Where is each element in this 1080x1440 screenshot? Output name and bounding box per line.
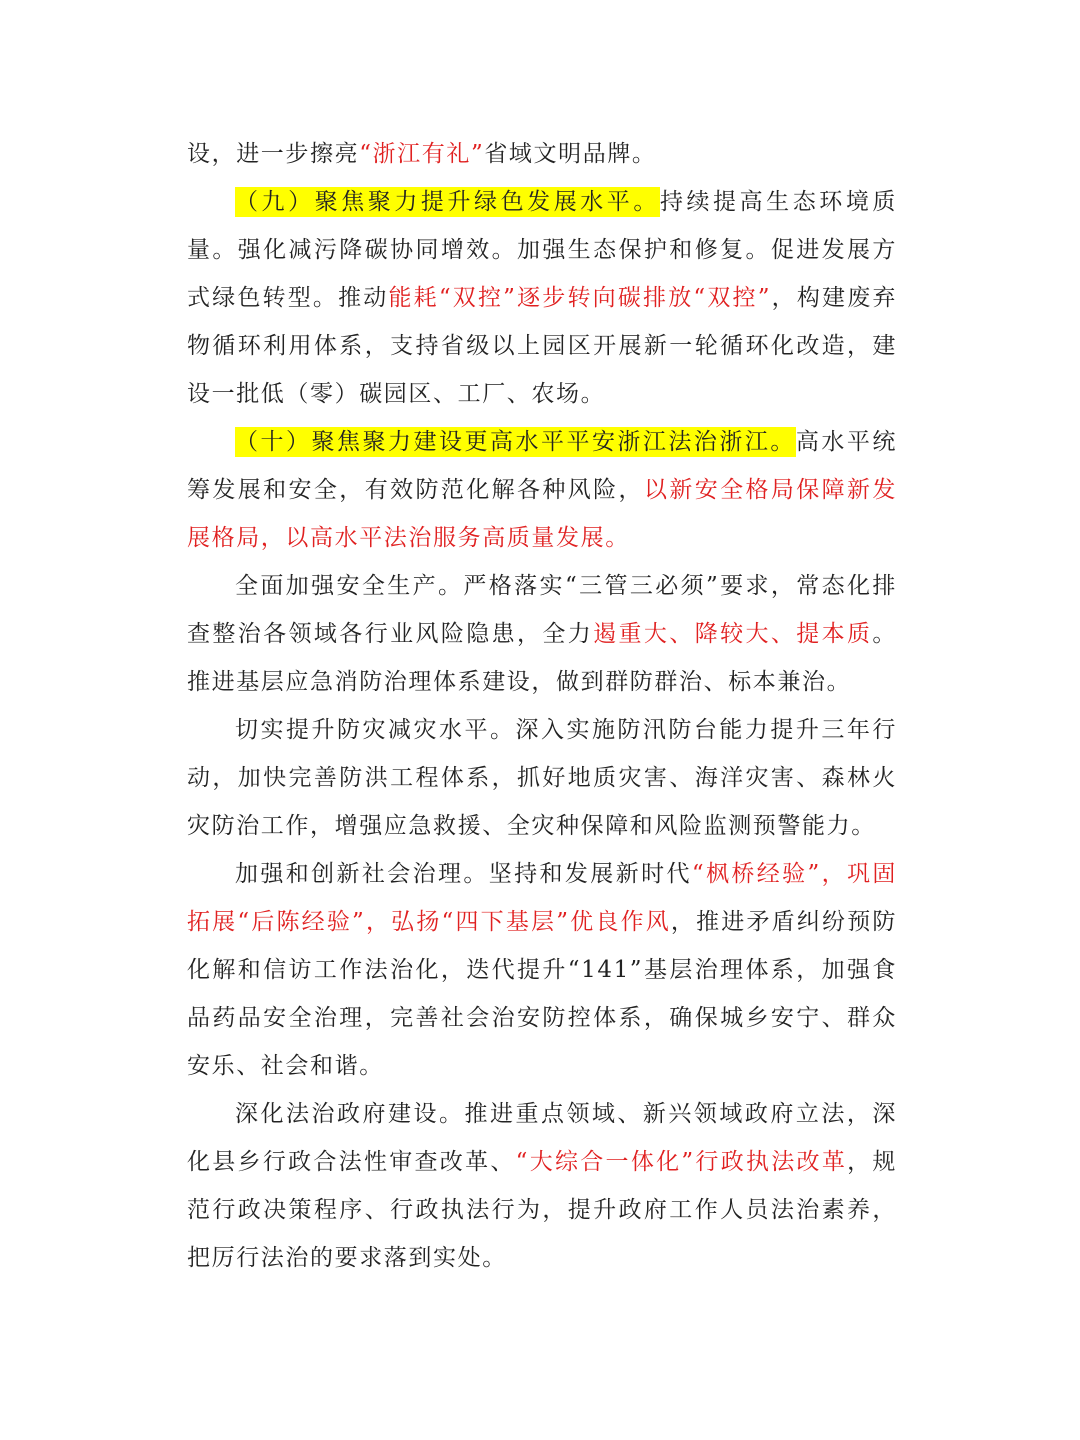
- highlighted-heading: （十）聚焦聚力建设更高水平平安浙江法治浙江。: [235, 429, 796, 455]
- text-segment: 高水平统筹发展和安全，有效防范化解各种风险，: [187, 429, 897, 503]
- document-page: [187, 130, 897, 1282]
- text-segment: 持续提高生态环境质量。强化减污降碳协同增效。加强生态保护和修复。促进发展方式绿色转型。推动: [187, 189, 897, 311]
- emphasis-text: “浙江有礼”: [359, 141, 485, 167]
- paragraph-safety-production: [187, 562, 897, 706]
- emphasis-text: 以新安全格局保障新发展格局，以高水平法治服务高质量发展。: [187, 477, 898, 551]
- paragraph-rule-of-law: [187, 1090, 897, 1282]
- text-segment: 全面加强安全生产。严格落实“三管三必须”要求，常态化排查整治各领域各行业风险隐患，全力: [187, 573, 897, 647]
- paragraph-disaster-prevention: [187, 706, 897, 850]
- emphasis-text: “枫桥经验”，巩固拓展“后陈经验”，弘扬“四下基层”优良作风: [187, 861, 897, 935]
- emphasis-text: 能耗“双控”逐步转向碳排放“双控”: [388, 285, 772, 311]
- paragraph-section-nine: [187, 178, 897, 418]
- emphasis-text: “大综合一体化”行政执法改革: [515, 1149, 848, 1175]
- text-segment: ，规范行政决策程序、行政执法行为，提升政府工作人员法治素养，把厉行法治的要求落到实处。: [187, 1149, 897, 1271]
- text-segment: 切实提升防灾减灾水平。深入实施防汛防台能力提升三年行动，加快完善防洪工程体系，抓好地质灾害、海洋灾害、森林火灾防治工作，增强应急救援、全灾种保障和风险监测预警能力。: [187, 717, 897, 839]
- text-segment: 深化法治政府建设。推进重点领域、新兴领域政府立法，深化县乡行政合法性审查改革、: [187, 1101, 897, 1175]
- text-segment: 省域文明品牌。: [484, 141, 657, 167]
- paragraph-social-governance: [187, 850, 897, 1090]
- text-segment: 加强和创新社会治理。坚持和发展新时代: [235, 861, 692, 887]
- text-segment: 。推进基层应急消防治理体系建设，做到群防群治、标本兼治。: [187, 621, 897, 695]
- paragraph-continuation: [187, 130, 897, 178]
- emphasis-text: 遏重大、降较大、提本质: [593, 621, 873, 647]
- paragraph-section-ten: [187, 418, 897, 562]
- text-segment: ，构建废弃物循环利用体系，支持省级以上园区开展新一轮循环化改造，建设一批低（零）碳园区、工厂、农场。: [187, 285, 898, 407]
- text-segment: ，推进矛盾纠纷预防化解和信访工作法治化，迭代提升“141”基层治理体系，加强食品药品安全治理，完善社会治安防控体系，确保城乡安宁、群众安乐、社会和谐。: [187, 909, 897, 1079]
- highlighted-heading: （九）聚焦聚力提升绿色发展水平。: [235, 189, 660, 215]
- text-segment: 设，进一步擦亮: [187, 141, 360, 167]
